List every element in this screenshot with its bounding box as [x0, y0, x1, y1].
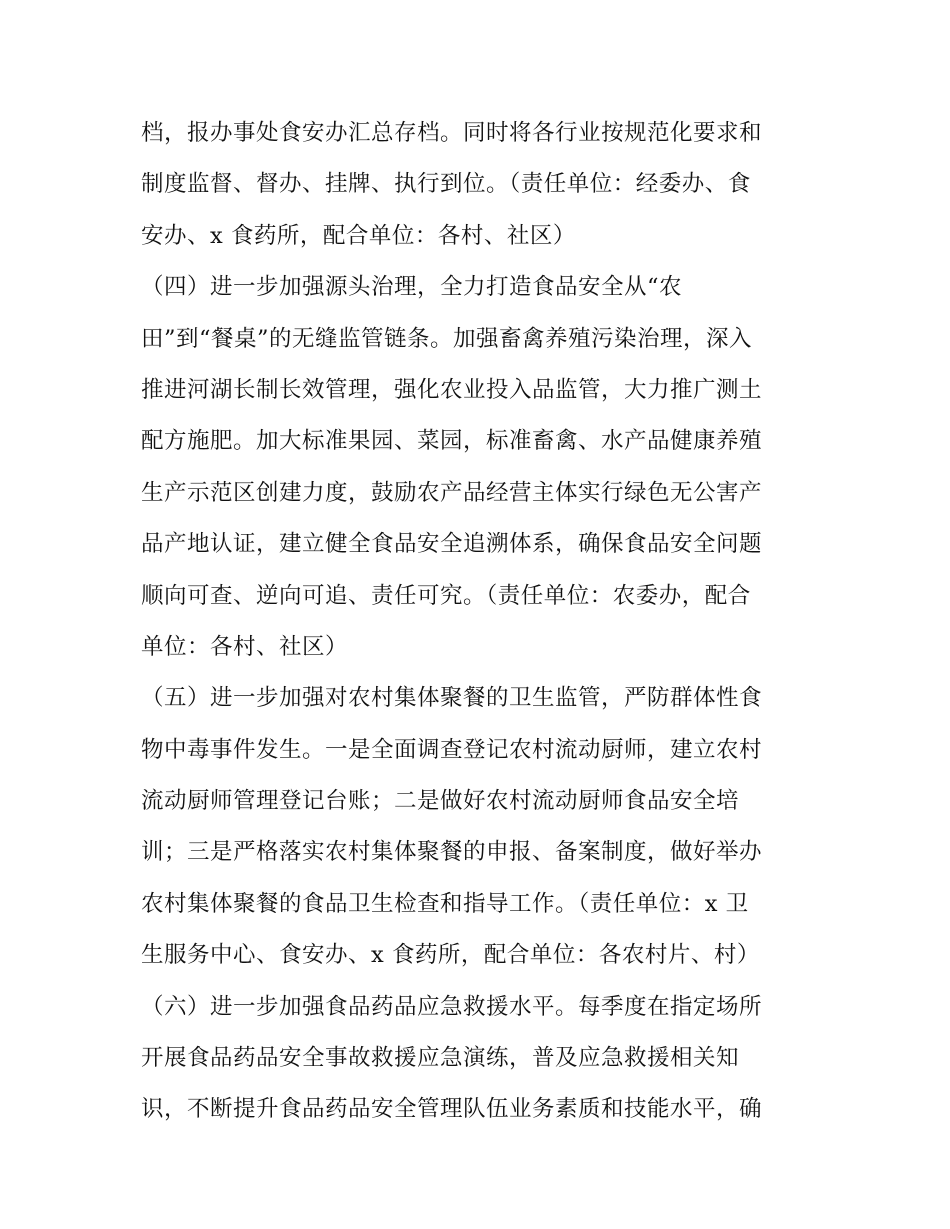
- section-heading-line: （五）进一步加强对农村集体聚餐的卫生监管，严防群体性食: [141, 685, 763, 712]
- section-heading-line: （六）进一步加强食品药品应急救援水平。每季度在指定场所: [141, 993, 763, 1020]
- text-line: 档，报办事处食安办汇总存档。同时将各行业按规范化要求和: [141, 120, 763, 146]
- text-line: 田”到“餐桌”的无缝监管链条。加强畜禽养殖污染治理，深入: [141, 325, 753, 352]
- text-line: 配方施肥。加大标准果园、菜园，标准畜禽、水产品健康养殖: [141, 428, 763, 455]
- text-line: 推进河湖长制长效管理，强化农业投入品监管，大力推广测土: [141, 376, 763, 403]
- text-line: 生服务中心、食安办、x 食药所，配合单位：各农村片、村）: [141, 942, 760, 969]
- text-line: 安办、x 食药所，配合单位：各村、社区）: [141, 222, 576, 249]
- document-body: [141, 108, 821, 1136]
- text-line: 农村集体聚餐的食品卫生检查和指导工作。（责任单位：x 卫: [141, 890, 749, 917]
- text-line: 品产地认证，建立健全食品安全追溯体系，确保食品安全问题: [141, 531, 763, 558]
- text-line: 单位：各村、社区）: [141, 633, 349, 660]
- text-line: 物中毒事件发生。一是全面调查登记农村流动厨师，建立农村: [141, 736, 763, 763]
- text-line: 顺向可查、逆向可追、责任可究。（责任单位：农委办，配合: [141, 582, 751, 609]
- section-heading-line: （四）进一步加强源头治理，全力打造食品安全从“农: [141, 274, 683, 301]
- text-line: 流动厨师管理登记台账；二是做好农村流动厨师食品安全培: [141, 788, 740, 815]
- text-line: 识，不断提升食品药品安全管理队伍业务素质和技能水平，确: [141, 1096, 763, 1123]
- text-line: 生产示范区创建力度，鼓励农产品经营主体实行绿色无公害产: [141, 479, 763, 506]
- text-line: 训；三是严格落实农村集体聚餐的申报、备案制度，做好举办: [141, 839, 763, 866]
- text-line: 制度监督、督办、挂牌、执行到位。（责任单位：经委办、食: [141, 171, 751, 198]
- text-line: 开展食品药品安全事故救援应急演练，普及应急救援相关知: [141, 1045, 740, 1072]
